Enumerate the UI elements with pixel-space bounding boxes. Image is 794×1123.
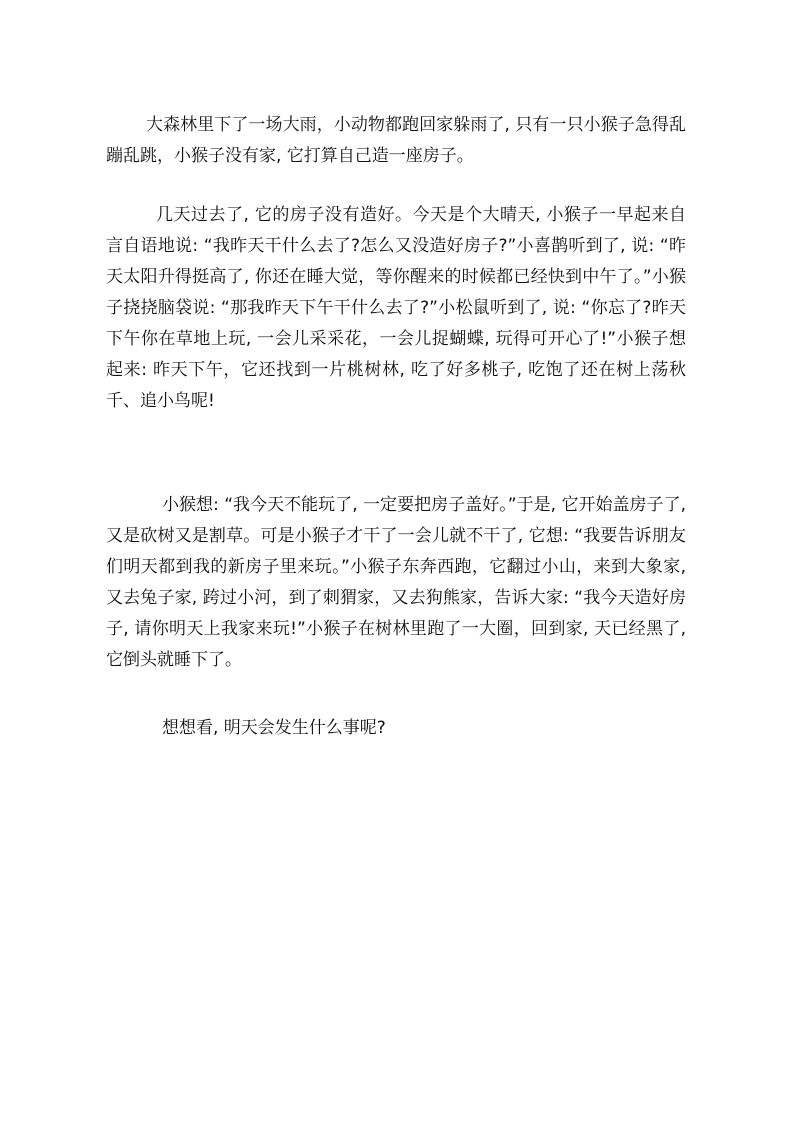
paragraph-1: 大森林里下了一场大雨，小动物都跑回家躲雨了, 只有一只小猴子急得乱蹦乱跳，小猴子没有家, 它打算自己造一座房子。 (106, 115, 686, 166)
paragraph-4: 想想看, 明天会发生什么事呢? (162, 718, 386, 738)
paragraph-3: 小猴想: “我今天不能玩了, 一定要把房子盖好。”于是, 它开始盖房子了, 又是砍树又是割草。可是小猴子才干了一会儿就不干了, 它想: “我要告诉朋友们明天都到我的新房子里来玩。”小猴子东奔西跑，它翻过小山，来到大象家, 又去兔子家, 跨过小河，到了刺猬家，又去狗熊家，告诉大家: “我今天造好房子, 请你明天上我家来玩!”小猴子在树林里跑了一大圈，回到家, 天已经黑了, 它倒头就睡下了。 (106, 495, 686, 670)
paragraph-2: 几天过去了, 它的房子没有造好。今天是个大晴天, 小猴子一早起来自言自语地说: “我昨天干什么去了?怎么又没造好房子?”小喜鹊听到了, 说: “昨天太阳升得挺高了, 你还在睡大觉，等你醒来的时候都已经快到中午了。”小猴子挠挠脑袋说: “那我昨天下午干什么去了?”小松鼠听到了, 说: “你忘了?昨天下午你在草地上玩, 一会儿采采花，一会儿捉蝴蝶, 玩得可开心了!”小猴子想起来: 昨天下午，它还找到一片桃树林, 吃了好多桃子, 吃饱了还在树上荡秋千、追小鸟呢! (106, 205, 686, 411)
